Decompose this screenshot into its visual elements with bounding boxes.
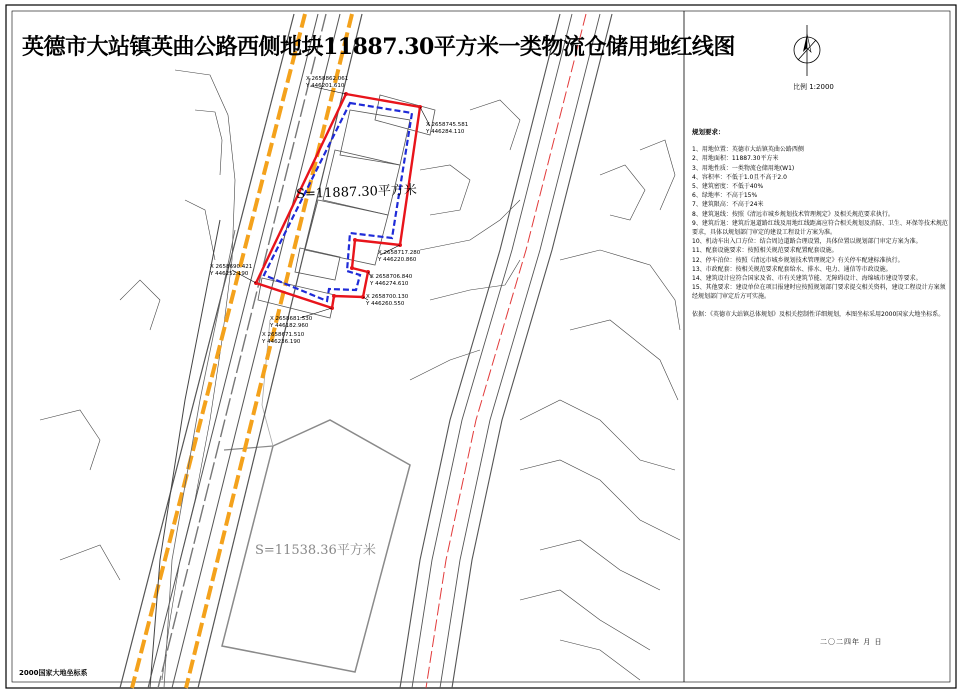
outer-border [6,5,956,688]
coord-label: X 2658681.530 Y 446182.960 [270,316,313,329]
coord-label: X 2658690.421 Y 446252.190 [210,264,253,277]
notes-item: 2、用地面积：11887.30平方米 [692,155,779,163]
planning-notes [692,128,950,319]
notes-header: 规划要求： [692,128,725,136]
main-area-label: S=11887.30平方米 [295,182,418,203]
notes-item: 1、用地位置：英德市大站镇英曲公路西侧 [692,146,804,154]
notes-item: 11、配套设施要求：按照相关规范要求配置配套设施。 [692,247,838,255]
coordinate-system-label: 2000国家大地坐标系 [19,669,88,677]
coord-label: X 2658745.581 Y 446284.110 [426,122,469,135]
notes-item: 5、建筑密度：不低于40% [692,183,764,191]
railway-band [120,14,362,688]
notes-item: 13、市政配套：按相关规范要求配套给水、排水、电力、通信等市政设施。 [692,265,892,273]
coord-label: X 2658717.280 Y 446220.860 [378,250,421,263]
adjacent-area-label: S=11538.36平方米 [255,543,376,558]
notes-item: 10、机动车出入口方位：结合周边道路合理设置，具体位置以规划部门审定方案为准。 [692,238,922,246]
coord-label: X 2658862.061 Y 446201.610 [306,76,349,89]
date-label: 二〇二四年 月 日 [820,638,883,646]
notes-item: 3、用地性质：一类物流仓储用地(W1) [692,164,795,172]
notes-item: 6、绿地率：不高于15% [692,192,758,200]
inner-border [12,11,950,682]
notes-basis: 依据：《英德市大站镇总体规划》及相关控制性详细规划，本图坐标采用2000国家大地坐标系。 [692,310,945,318]
coord-label: X 2658671.510 Y 446236.190 [262,332,305,345]
north-arrow-icon [794,25,820,76]
notes-item: 4、容积率：不低于1.0且不高于2.0 [692,173,787,181]
notes-item: 15、其他要求：建设单位在项目报建时应按照规划部门要求提交相关资料，建设工程设计方案须经规划部门审定后方可实施。 [692,284,946,301]
terrain-lines [40,70,680,680]
notes-item: 9、建筑后退：建筑后退道路红线及用地红线距离应符合相关规划及消防、卫生、环保等技术规范要求，具体以规划部门审定的建设工程设计方案为准。 [692,219,948,237]
map-title: 英德市大站镇英曲公路西侧地块11887.30平方米一类物流仓储用地红线图 [22,34,735,60]
notes-item: 8、建筑退线：按照《清远市城乡规划技术管理规定》及相关规范要求执行。 [692,210,894,218]
notes-item: 7、建筑限高：不高于24米 [692,201,764,209]
scale-label: 比例 1:2000 [793,83,834,91]
setback-line [264,103,412,301]
notes-item: 14、建筑设计应符合国家及省、市有关建筑节能、无障碍设计、海绵城市建设等要求。 [692,275,922,283]
coord-label: X 2658700.130 Y 446260.550 [366,294,409,307]
yingqu-highway [400,14,612,688]
notes-items [692,145,950,301]
coord-label: X 2658706.840 Y 446274.610 [370,274,413,287]
notes-item: 12、停车泊位：按照《清远市城乡规划技术管理规定》有关停车配建标准执行。 [692,256,904,264]
